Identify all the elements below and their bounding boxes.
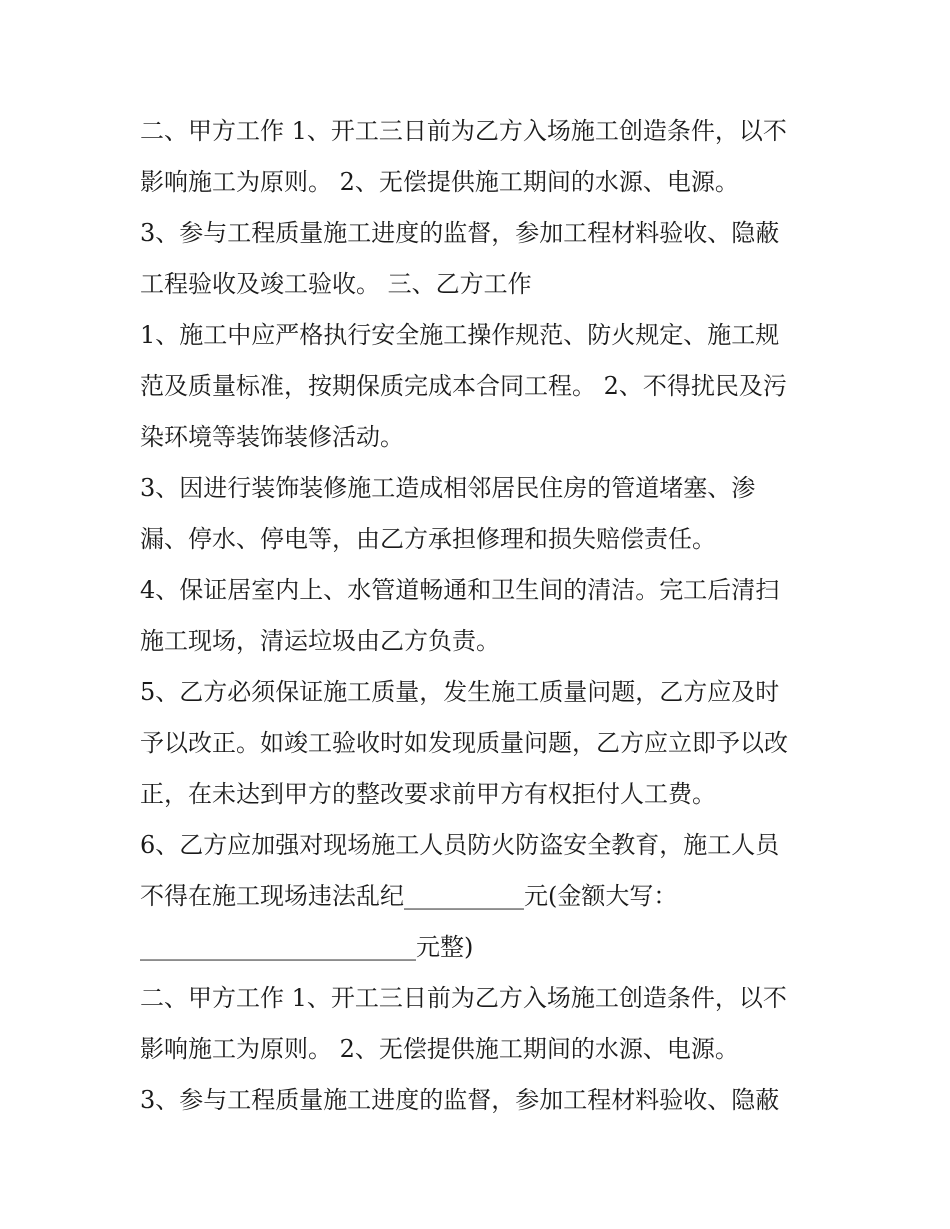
text-line: 3、参与工程质量施工进度的监督，参加工程材料验收、隐蔽	[140, 219, 780, 247]
text-line: 5、乙方必须保证施工质量，发生施工质量问题，乙方应及时	[140, 678, 780, 706]
text-line: 3、因进行装饰装修施工造成相邻居民住房的管道堵塞、渗	[140, 474, 756, 502]
text-line: 范及质量标准，按期保质完成本合同工程。 2、不得扰民及污	[140, 372, 787, 400]
text-line: 影响施工为原则。 2、无偿提供施工期间的水源、电源。	[140, 1035, 739, 1063]
contract-text	[140, 106, 830, 1126]
text-line: 不得在施工现场违法乱纪__________元(金额大写：	[140, 882, 678, 910]
text-line: 3、参与工程质量施工进度的监督，参加工程材料验收、隐蔽	[140, 1086, 780, 1114]
text-line: 正，在未达到甲方的整改要求前甲方有权拒付人工费。	[140, 780, 716, 808]
text-line: 二、甲方工作 1、开工三日前为乙方入场施工创造条件，以不	[140, 117, 787, 145]
text-line: 漏、停水、停电等，由乙方承担修理和损失赔偿责任。	[140, 525, 716, 553]
text-line: 4、保证居室内上、水管道畅通和卫生间的清洁。完工后清扫	[140, 576, 780, 604]
text-line: 染环境等装饰装修活动。	[140, 423, 404, 451]
text-line: 施工现场，清运垃圾由乙方负责。	[140, 627, 500, 655]
text-line: 影响施工为原则。 2、无偿提供施工期间的水源、电源。	[140, 168, 739, 196]
text-line: 工程验收及竣工验收。 三、乙方工作	[140, 270, 532, 298]
text-line: 1、施工中应严格执行安全施工操作规范、防火规定、施工规	[140, 321, 780, 349]
text-line: 予以改正。如竣工验收时如发现质量问题，乙方应立即予以改	[140, 729, 788, 757]
text-line: 二、甲方工作 1、开工三日前为乙方入场施工创造条件，以不	[140, 984, 787, 1012]
text-line: 6、乙方应加强对现场施工人员防火防盗安全教育，施工人员	[140, 831, 780, 859]
text-line: _______________________元整)	[140, 933, 474, 961]
